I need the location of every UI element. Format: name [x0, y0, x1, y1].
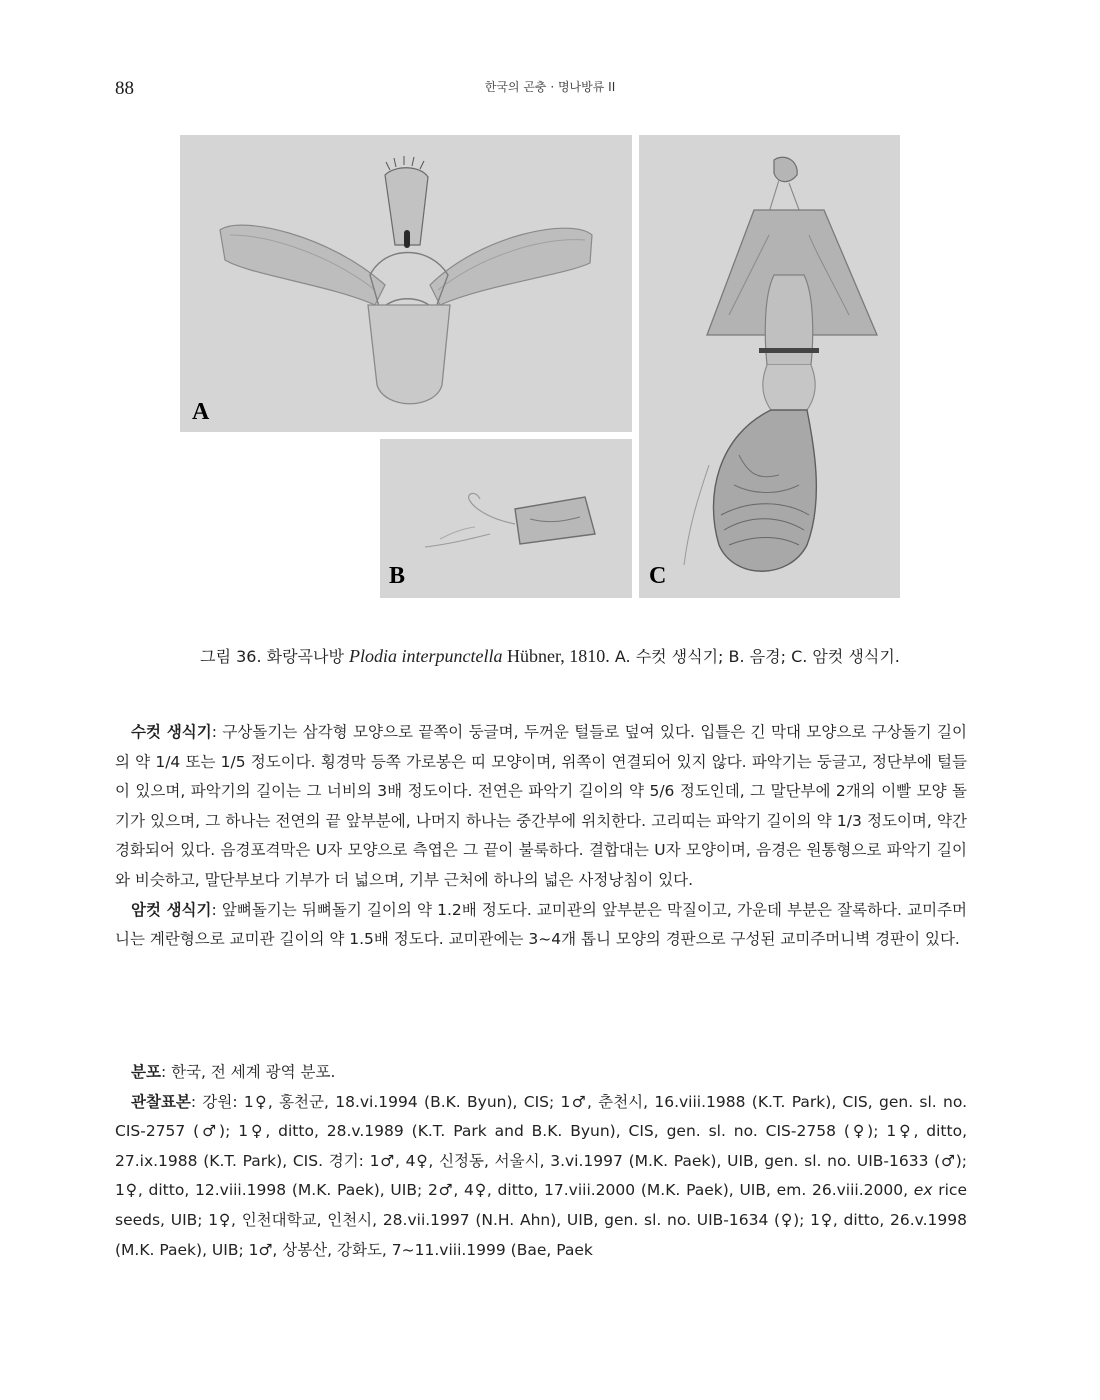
female-text: : 앞뼈돌기는 뒤뼈돌기 길이의 약 1.2배 정도다. 교미관의 앞부분은 막질이고, 가운데 부분은 잘록하다. 교미주머니는 계란형으로 교미관 길이의 약 1.5배 정도다. 교미관에는 3~4개 톱니 모양의 경판으로 구성된 교미주머니벽 경판이 있다. — [115, 900, 968, 949]
male-text: : 구상돌기는 삼각형 모양으로 끝쪽이 둥글며, 두꺼운 털들로 덮여 있다. 입틀은 긴 막대 모양으로 구상돌기 길이의 약 1/4 또는 1/5 정도이다. 횡경막 등쪽 가로봉은 띠 모양이며, 위쪽이 연결되어 있지 않다. 파악기는 둥글고, 정단부에 털들이 있으며, 파악기의 길이는 그 너비의 3배 정도이다. 전연은 파악기 길이의 약 5/6 정도인데, 그 말단부에 2개의 이빨 모양 돌기가 있으며, 그 하나는 전연의 끝 앞부분에, 나머지 하나는 중간부에 위치한다. 고리띠는 파악기 길이의 약 1/3 정도이며, 약간 경화되어 있다. 음경포격막은 U자 모양으로 측엽은 그 끝이 불룩하다. 결합대는 U자 모양이며, 음경은 원통형으로 파악기 길이와 비슷하고, 말단부보다 기부가 더 넓으며, 기부 근처에 하나의 넓은 사정낭침이 있다. — [115, 723, 968, 889]
female-heading: 암컷 생식기 — [131, 900, 212, 919]
records-section — [115, 1058, 967, 1265]
male-genitalia-illustration — [180, 135, 632, 432]
page-number: 88 — [115, 78, 134, 99]
figure-panel-c — [639, 135, 900, 598]
panel-c-label: C — [649, 563, 667, 589]
aedeagus-illustration — [380, 439, 632, 598]
caption-species: Plodia interpunctella — [349, 646, 503, 666]
specimens-ex: ex — [913, 1181, 933, 1200]
specimens-text-1: : 강원: 1♀, 홍천군, 18.vi.1994 (B.K. Byun), CIS; 1♂, 춘천시, 16.viii.1988 (K.T. Park), CIS, gen. sl. no. CIS-2757 (♂); 1♀, ditto, 28.v.1989 (K.T. Park and B.K. Byun), CIS, gen. sl. no. CIS-2758 (♀); 1♀, ditto, 27.ix.1988 (K.T. Park), CIS. 경기: 1♂, 4♀, 신정동, 서울시, 3.vi.1997 (M.K. Paek), UIB, gen. sl. no. UIB-1633 (♂); 1♀, ditto, 12.viii.1998 (M.K. Paek), UIB; 2♂, 4♀, ditto, 17.viii.2000 (M.K. Paek), UIB, em. 26.viii.2000, — [115, 1092, 967, 1200]
male-genitalia-paragraph — [115, 718, 967, 896]
specimens-heading: 관찰표본 — [131, 1092, 191, 1111]
running-head: 한국의 곤충 · 명나방류 II — [484, 80, 616, 94]
caption-author: Hübner, 1810. — [502, 646, 610, 666]
distribution-text: : 한국, 전 세계 광역 분포. — [160, 1063, 336, 1081]
female-genitalia-paragraph — [115, 896, 967, 955]
genitalia-description — [115, 718, 967, 955]
male-heading: 수컷 생식기 — [131, 723, 212, 741]
caption-parts: A. 수컷 생식기; B. 음경; C. 암컷 생식기. — [609, 647, 900, 666]
distribution-paragraph — [115, 1058, 967, 1088]
female-genitalia-illustration — [639, 135, 900, 598]
specimens-paragraph — [115, 1088, 967, 1266]
caption-prefix: 그림 36. 화랑곡나방 — [200, 647, 350, 666]
figure-panel-b — [380, 439, 632, 598]
distribution-heading: 분포 — [131, 1063, 161, 1081]
specimens-text-2: rice seeds, UIB; 1♀, 인천대학교, 인천시, 28.vii.1997 (N.H. Ahn), UIB, gen. sl. no. UIB-1634 (♀); 1♀, ditto, 26.v.1998 (M.K. Paek), UIB; 1♂, 상봉산, 강화도, 7~11.viii.1999 (Bae, Paek — [115, 1181, 967, 1259]
figure-caption — [0, 644, 1100, 667]
figure-panel-a — [180, 135, 632, 432]
panel-b-label: B — [389, 563, 406, 589]
panel-a-label: A — [192, 399, 210, 425]
